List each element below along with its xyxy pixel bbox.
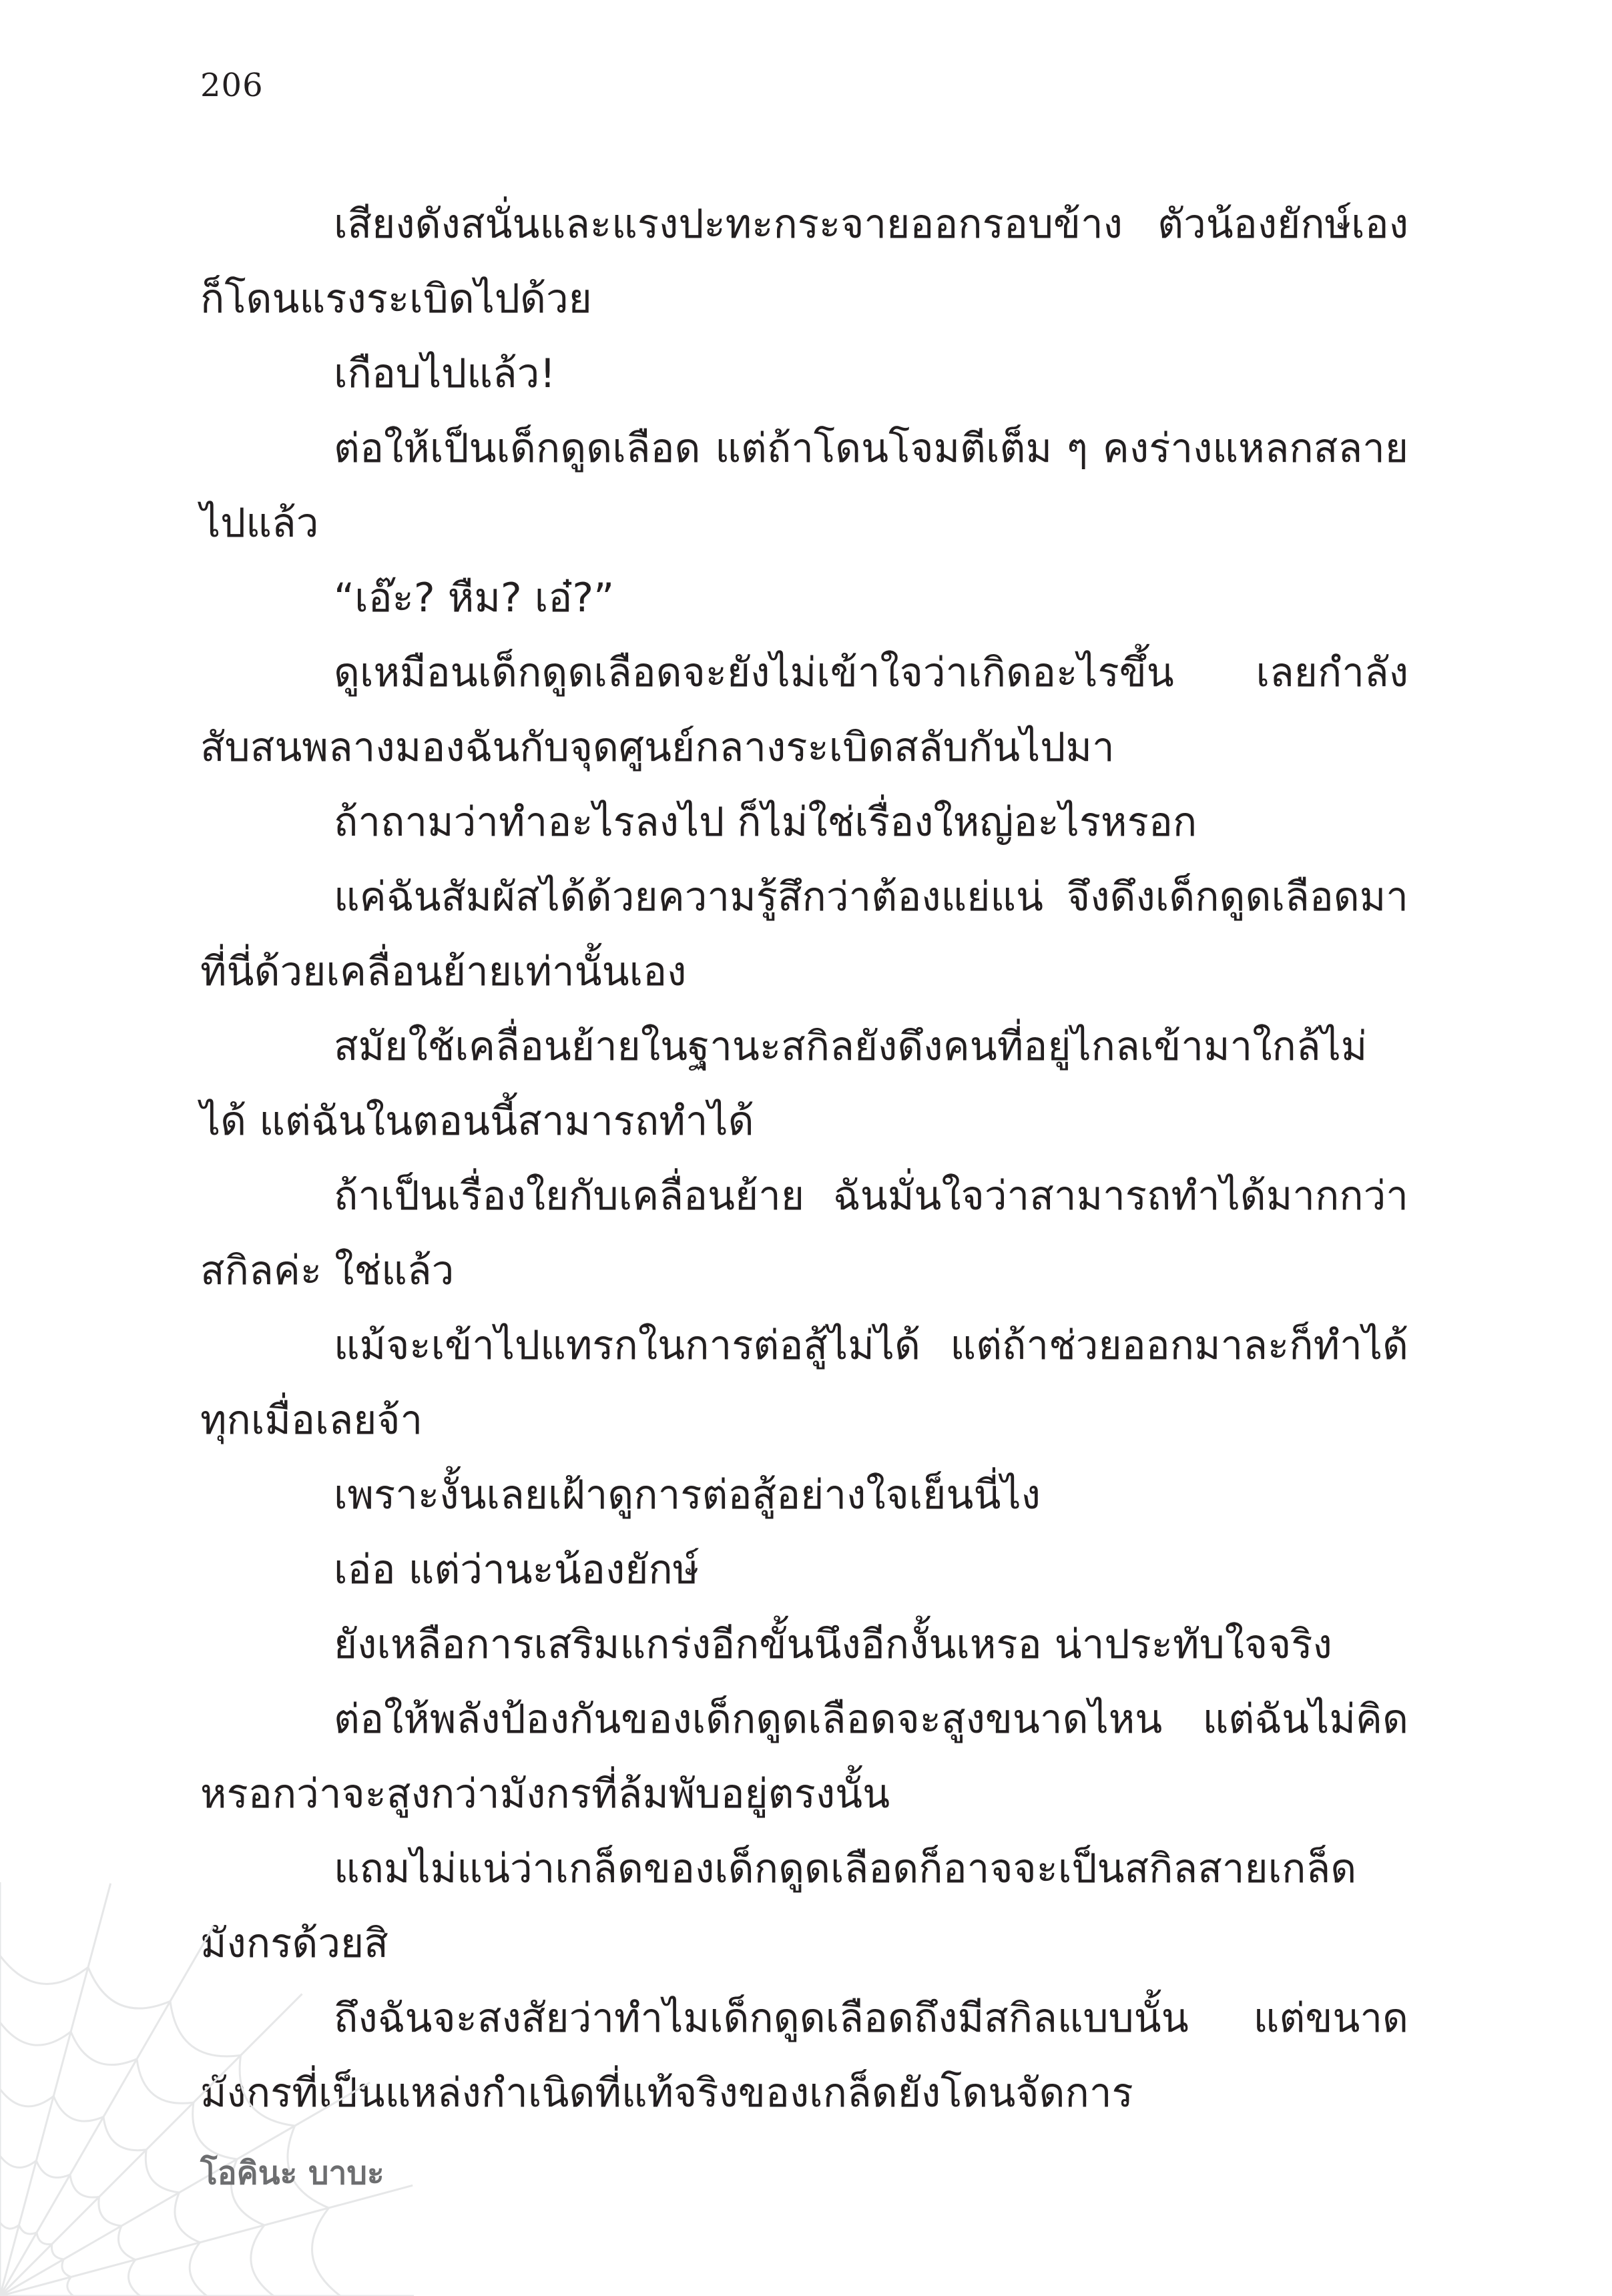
page-number: 206 [200, 67, 264, 104]
footer-author: โอคินะ บาบะ [200, 2155, 384, 2192]
paragraph: แค่ฉันสัมผัสได้ด้วยความรู้สึกว่าต้องแย่แน่ จึงดึงเด็กดูดเลือดมาที่นี่ด้วยเคลื่อนย้ายเท่านั้นเอง [200, 874, 1408, 995]
paragraph: สมัยใช้เคลื่อนย้ายในฐานะสกิลยังดึงคนที่อยู่ไกลเข้ามาใกล้ไม่ได้ แต่ฉันในตอนนี้สามารถทำได้ [200, 1023, 1368, 1145]
paragraph: แม้จะเข้าไปแทรกในการต่อสู้ไม่ได้ แต่ถ้าช่วยออกมาละก็ทำได้ทุกเมื่อเลยจ้า [200, 1322, 1408, 1444]
paragraph: เกือบไปแล้ว! [334, 350, 556, 397]
body-text [200, 187, 1408, 2130]
paragraph: เอ่อ แต่ว่านะน้องยักษ์ [334, 1546, 700, 1593]
spider-web-icon [0, 1882, 414, 2296]
paragraph: ถ้าถามว่าทำอะไรลงไป ก็ไม่ใช่เรื่องใหญ่อะไรหรอก [334, 799, 1197, 846]
paragraph: ยังเหลือการเสริมแกร่งอีกขั้นนึงอีกงั้นเหรอ น่าประทับใจจริง [334, 1621, 1332, 1668]
paragraph: “เอ๊ะ? หืม? เอ๋?” [334, 575, 615, 621]
paragraph: เพราะงั้นเลยเฝ้าดูการต่อสู้อย่างใจเย็นนี่ไง [334, 1472, 1041, 1518]
paragraph: แถมไม่แน่ว่าเกล็ดของเด็กดูดเลือดก็อาจจะเป็นสกิลสายเกล็ดมังกรด้วยสิ [200, 1845, 1357, 1967]
paragraph: ต่อให้เป็นเด็กดูดเลือด แต่ถ้าโดนโจมตีเต็ม ๆ คงร่างแหลกสลายไปแล้ว [200, 425, 1408, 547]
paragraph: ถ้าเป็นเรื่องใยกับเคลื่อนย้าย ฉันมั่นใจว่าสามารถทำได้มากกว่าสกิลค่ะ ใช่แล้ว [200, 1173, 1408, 1294]
paragraph: ดูเหมือนเด็กดูดเลือดจะยังไม่เข้าใจว่าเกิดอะไรขึ้น เลยกำลังสับสนพลางมองฉันกับจุดศูนย์กลางระเบิดสลับกันไปมา [200, 649, 1408, 771]
paragraph: ถึงฉันจะสงสัยว่าทำไมเด็กดูดเลือดถึงมีสกิลแบบนั้น แต่ขนาดมังกรที่เป็นแหล่งกำเนิดที่แท้จริงของเกล็ดยังโดนจัดการ [200, 1995, 1408, 2116]
paragraph: ต่อให้พลังป้องกันของเด็กดูดเลือดจะสูงขนาดไหน แต่ฉันไม่คิดหรอกว่าจะสูงกว่ามังกรที่ล้มพับอยู่ตรงนั้น [200, 1696, 1408, 1817]
paragraph: เสียงดังสนั่นและแรงปะทะกระจายออกรอบข้าง ตัวน้องยักษ์เองก็โดนแรงระเบิดไปด้วย [200, 201, 1408, 322]
